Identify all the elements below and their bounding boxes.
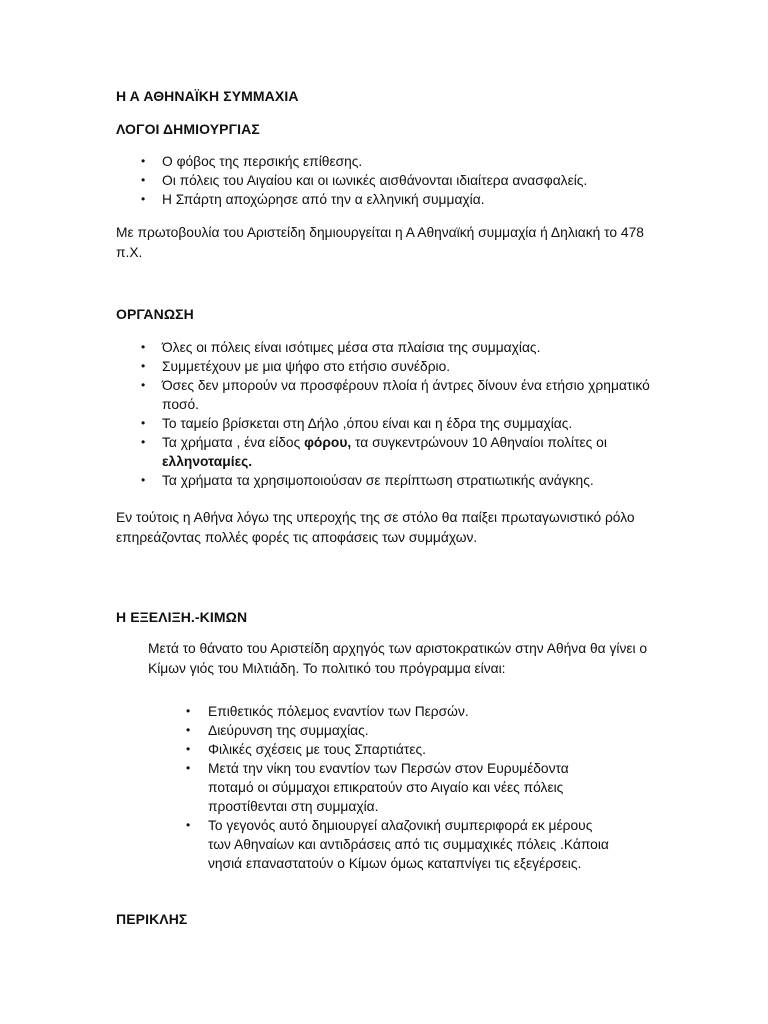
list-item-text bbox=[162, 435, 607, 469]
evolution-list bbox=[0, 702, 618, 873]
list-item bbox=[0, 759, 618, 816]
list-item bbox=[0, 171, 662, 190]
bullet-icon: • bbox=[141, 359, 146, 373]
document-title: Η Α ΑΘΗΝΑΪΚΗ ΣΥΜΜΑΧΙΑ bbox=[116, 88, 299, 104]
list-item bbox=[0, 414, 662, 433]
evolution-paragraph: Μετά το θάνατο του Αριστείδη αρχηγός των αριστοκρατικών στην Αθήνα θα γίνει ο Κίμων γιός του Μιλτιάδη. Το πολιτικό του πρόγραμμα είναι: bbox=[148, 641, 648, 676]
list-item bbox=[0, 721, 618, 740]
bullet-icon: • bbox=[141, 340, 146, 354]
organization-list bbox=[0, 338, 662, 490]
organization-paragraph: Εν τούτοις η Αθήνα λόγω της υπεροχής της σε στόλο θα παίξει πρωταγωνιστικό ρόλο επηρεάζοντας πολλές φορές τις αποφάσεις των συμμάχων. bbox=[116, 510, 635, 545]
list-item-text: Το ταμείο βρίσκεται στη Δήλο ,όπου είναι και η έδρα της συμμαχίας. bbox=[162, 416, 573, 431]
organization-heading: ΟΡΓΑΝΩΣΗ bbox=[116, 306, 194, 322]
bullet-icon: • bbox=[186, 742, 191, 756]
bullet-icon: • bbox=[186, 818, 191, 832]
list-item bbox=[0, 702, 618, 721]
bullet-icon: • bbox=[141, 378, 146, 392]
list-item-text: Ο φόβος της περσικής επίθεσης. bbox=[162, 154, 363, 169]
list-item bbox=[0, 357, 662, 376]
list-item-text: Το γεγονός αυτό δημιουργεί αλαζονική συμπεριφορά εκ μέρους των Αθηναίων και αντιδράσεις από τις συμμαχικές πόλεις .Κάποια νησιά επαναστατούν ο Κίμων όμως καταπνίγει τις εξεγέρσεις. bbox=[208, 818, 609, 871]
list-item bbox=[0, 152, 662, 171]
bullet-icon: • bbox=[186, 761, 191, 775]
reasons-heading: ΛΟΓΟΙ ΔΗΜΙΟΥΡΓΙΑΣ bbox=[116, 121, 260, 137]
bullet-icon: • bbox=[186, 723, 191, 737]
list-item bbox=[0, 338, 662, 357]
hellenotamiai-term: ελληνοταμίες. bbox=[162, 454, 253, 469]
phoros-term: φόρου, bbox=[304, 435, 352, 450]
evolution-heading: Η ΕΞΕΛΙΞΗ.-ΚΙΜΩΝ bbox=[116, 609, 248, 625]
list-item-text: Οι πόλεις του Αιγαίου και οι ιωνικές αισθάνονται ιδιαίτερα ανασφαλείς. bbox=[162, 173, 588, 188]
bullet-icon: • bbox=[141, 154, 146, 168]
list-item-text: Μετά την νίκη του εναντίον των Περσών στον Ευρυμέδοντα ποταμό οι σύμμαχοι επικρατούν στο Αιγαίο και νέες πόλεις προστίθενται στη συμμαχία. bbox=[208, 761, 569, 814]
bullet-icon: • bbox=[141, 416, 146, 430]
list-item-text: Όλες οι πόλεις είναι ισότιμες μέσα στα πλαίσια της συμμαχίας. bbox=[162, 340, 541, 355]
list-item-text: Όσες δεν μπορούν να προσφέρουν πλοία ή άντρες δίνουν ένα ετήσιο χρηματικό ποσό. bbox=[162, 378, 650, 412]
bullet-icon: • bbox=[141, 192, 146, 206]
bullet-icon: • bbox=[186, 704, 191, 718]
bullet-icon: • bbox=[141, 435, 146, 449]
list-item bbox=[0, 190, 662, 209]
list-item-text: Φιλικές σχέσεις με τους Σπαρτιάτες. bbox=[208, 742, 426, 757]
list-item-text: Η Σπάρτη αποχώρησε από την α ελληνική συμμαχία. bbox=[162, 192, 485, 207]
list-item-text: Επιθετικός πόλεμος εναντίον των Περσών. bbox=[208, 704, 469, 719]
list-item bbox=[0, 433, 662, 471]
money-text-part1: Τα χρήματα , ένα είδος bbox=[162, 435, 305, 450]
list-item bbox=[0, 376, 662, 414]
reasons-paragraph: Με πρωτοβουλία του Αριστείδη δημιουργείται η Α Αθηναϊκή συμμαχία ή Δηλιακή το 478 π.Χ. bbox=[116, 225, 644, 260]
pericles-heading: ΠΕΡΙΚΛΗΣ bbox=[116, 911, 188, 927]
list-item-text: Διεύρυνση της συμμαχίας. bbox=[208, 723, 369, 738]
reasons-list bbox=[0, 152, 662, 209]
list-item bbox=[0, 740, 618, 759]
bullet-icon: • bbox=[141, 473, 146, 487]
list-item bbox=[0, 471, 662, 490]
list-item-text: Τα χρήματα τα χρησιμοποιούσαν σε περίπτωση στρατιωτικής ανάγκης. bbox=[162, 473, 594, 488]
list-item bbox=[0, 816, 618, 873]
list-item-text: Συμμετέχουν με μια ψήφο στο ετήσιο συνέδριο. bbox=[162, 359, 451, 374]
bullet-icon: • bbox=[141, 173, 146, 187]
money-text-part2: τα συγκεντρώνουν 10 Αθηναίοι πολίτες οι bbox=[351, 435, 607, 450]
